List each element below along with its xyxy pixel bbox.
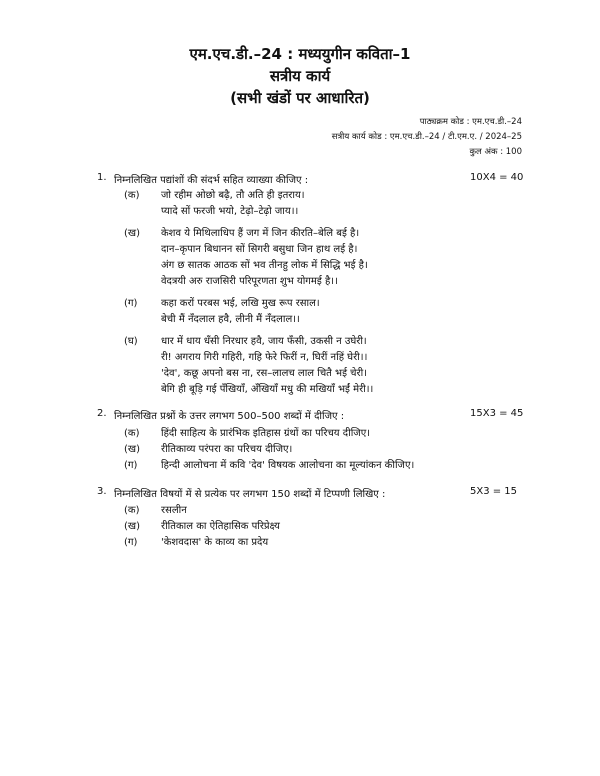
part-label: (क) [124,505,140,516]
part-label: (ग) [124,298,138,309]
part-label: (क) [124,190,140,201]
question-text: निम्नलिखित प्रश्नों के उत्तर लगभग 500–500 शब्दों में दीजिए : [114,411,345,422]
part-label: (ख) [124,444,140,455]
document-title: एम.एच.डी.–24 : मध्ययुगीन कविता–1 [189,45,411,63]
part-label: (ग) [124,537,138,548]
part-label: (ख) [124,228,140,239]
verse-line: जो रहीम ओछो बढ़ै, तौ अति ही इतराय। [161,190,305,201]
question-part-text: 'केशवदास' के काव्य का प्रदेय [161,537,269,548]
question-text: निम्नलिखित पद्यांशों की संदर्भ सहित व्याख्या कीजिए : [114,175,309,186]
question-text: निम्नलिखित विषयों में से प्रत्येक पर लगभग 150 शब्दों में टिप्पणी लिखिए : [114,489,386,500]
question-marks: 5X3 = 15 [470,486,518,497]
question-marks: 10X4 = 40 [470,172,524,183]
verse-line: अंग छ सातक आठक सों भव तीनहु लोक में सिद्धि भई है। [161,260,368,271]
assignment-code: सत्रीय कार्य कोड : एम.एच.डी.–24 / टी.एम.ए. / 2024–25 [331,132,522,142]
verse-line: कहा करों परबस भई, लखि मुख रूप रसाल। [161,298,320,309]
part-label: (घ) [124,336,138,347]
document-subtitle-scope: (सभी खंडों पर आधारित) [230,89,370,107]
question-part-text: हिंदी साहित्य के प्रारंभिक इतिहास ग्रंथों का परिचय दीजिए। [161,428,371,439]
verse-line: दान–कृपान बिधानन सों सिगरी बसुधा जिन हाथ लई है। [161,244,358,255]
verse-line: केशव ये मिथिलाधिप हैं जग में जिन कीरति–बेलि बई है। [161,228,360,239]
verse-line: बेची मैं नँदलाल हवै, लीनी मैं नँदलाल।। [161,314,300,325]
question-part-text: रीतिकाल का ऐतिहासिक परिप्रेक्ष्य [161,521,280,532]
part-label: (ग) [124,460,138,471]
question-part-text: रसलीन [161,505,187,516]
part-label: (क) [124,428,140,439]
verse-line: 'देव', कछू अपनो बस ना, रस–लालच लाल चितै भई चेरी। [161,368,367,379]
question-marks: 15X3 = 45 [470,408,524,419]
question-part-text: रीतिकाव्य परंपरा का परिचय दीजिए। [161,444,293,455]
question-number: 2. [97,408,107,419]
question-number: 1. [97,172,107,183]
document-subtitle: सत्रीय कार्य [269,67,331,85]
part-label: (ख) [124,521,140,532]
question-part-text: हिन्दी आलोचना में कवि 'देव' विषयक आलोचना का मूल्यांकन कीजिए। [161,460,415,471]
question-number: 3. [97,486,107,497]
verse-line: बेगि ही बूड़ि गई पँखियाँ, अँखियाँ मधु की मखियाँ भईं मेरी।। [161,384,374,395]
verse-line: प्यादे सों फरजी भयो, टेढ़ो–टेढ़ो जाय।। [161,206,299,217]
verse-line: धार में धाय धँसी निरधार हवै, जाय फँसी, उकसी न उघेरी। [161,336,367,347]
verse-line: री! अगराय गिरी गहिरी, गहि फेरे फिरीं न, घिरीं नहिं घेरी।। [161,352,368,363]
verse-line: वेदत्रयी अरु राजसिरी परिपूरणता शुभ योगमई है।। [161,276,338,287]
total-marks: कुल अंक : 100 [469,147,522,157]
course-code: पाठ्यक्रम कोड : एम.एच.डी.–24 [419,117,522,127]
